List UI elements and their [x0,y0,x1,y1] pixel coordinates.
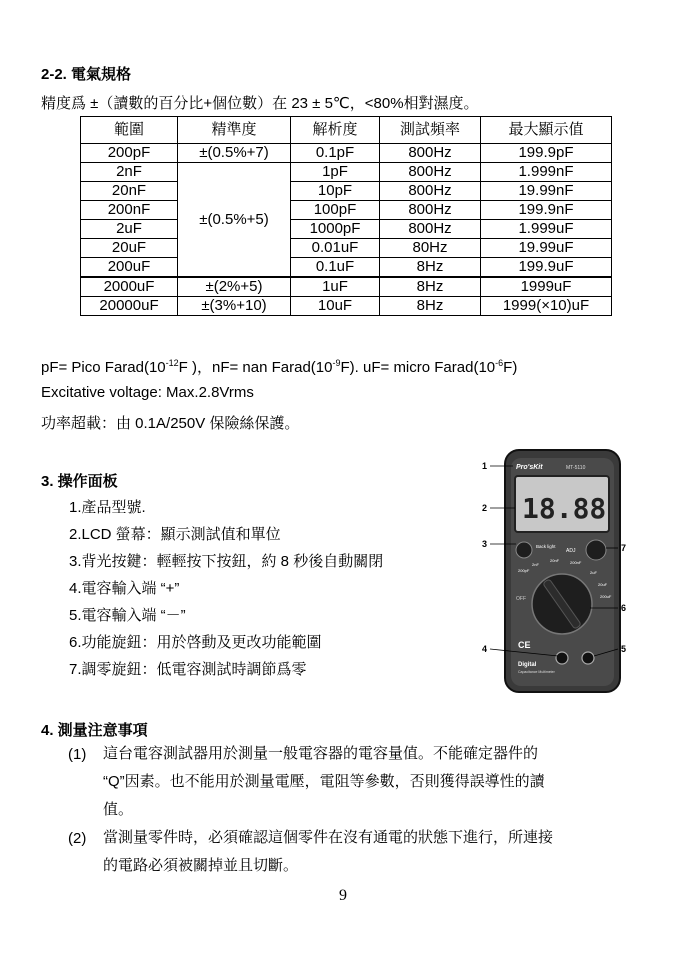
cell-range: 20nF [81,182,178,201]
cell-resolution: 1pF [291,163,380,182]
cell-max: 19.99uF [481,239,612,258]
meter-subtitle: Capacitance Multimeter [518,670,555,674]
back-light-button [516,542,532,558]
range-label: 200nF [570,560,582,565]
spec-table [80,116,612,316]
callout-7: 7 [621,543,627,553]
off-label: OFF [516,596,526,602]
table-row [81,182,612,201]
cell-max: 19.99nF [481,182,612,201]
cell-frequency: 800Hz [380,182,481,201]
cell-frequency: 80Hz [380,239,481,258]
range-label: 20uF [598,582,608,587]
cell-frequency: 8Hz [380,297,481,316]
callout-2: 2 [482,503,488,513]
precaution-number: (2) [68,830,87,847]
section-heading-electrical-specs: 2-2. 電氣規格 [41,66,132,83]
cell-resolution: 100pF [291,201,380,220]
range-label: 2nF [532,562,539,567]
back-light-label: Back light [536,544,556,549]
callout-1: 1 [482,461,488,471]
cell-accuracy: ±(3%+10) [178,297,291,316]
cell-accuracy: ±(2%+5) [178,277,291,297]
cell-range: 200pF [81,144,178,163]
cell-resolution: 0.1uF [291,258,380,278]
cell-resolution: 0.01uF [291,239,380,258]
callout-4: 4 [482,644,488,654]
precaution-number: (1) [68,746,87,763]
section-heading-operation-panel: 3. 操作面板 [41,473,118,490]
cell-accuracy-merged: ±(0.5%+5) [178,163,291,278]
meter-brand: Pro'sKit [516,464,543,471]
cell-range: 200nF [81,201,178,220]
cell-range: 20uF [81,239,178,258]
precaution-line: 的電路必須被關掉並且切斷。 [103,857,299,874]
callout-6: 6 [621,603,627,613]
table-row [81,144,612,163]
cell-max: 199.9nF [481,201,612,220]
cell-frequency: 800Hz [380,144,481,163]
cell-range: 200uF [81,258,178,278]
table-row [81,239,612,258]
input-terminal-minus [582,652,594,664]
cell-max: 199.9uF [481,258,612,278]
precaution-line: “Q”因素。也不能用於測量電壓，電阻等參數，否則獲得誤導性的讀 [103,773,545,790]
cell-frequency: 800Hz [380,163,481,182]
cell-frequency: 800Hz [380,201,481,220]
list-item: 1.產品型號. [69,499,146,516]
list-item: 6.功能旋鈕：用於啓動及更改功能範圍 [69,634,322,651]
list-item: 5.電容輸入端 “－” [69,607,186,624]
header-accuracy: 精準度 [178,117,291,144]
meter-digital-label: Digital [518,662,537,668]
precaution-line: 值。 [103,801,134,818]
range-label: 200uF [600,594,612,599]
cell-max: 1999uF [481,277,612,297]
list-item: 7.調零旋鈕：低電容測試時調節爲零 [69,661,307,678]
callout-3: 3 [482,539,488,549]
cell-frequency: 8Hz [380,258,481,278]
cell-range: 20000uF [81,297,178,316]
ce-mark: CE [518,640,531,650]
cell-max: 1999(×10)uF [481,297,612,316]
table-row [81,258,612,278]
cell-max: 1.999uF [481,220,612,239]
header-frequency: 測試頻率 [380,117,481,144]
table-row [81,220,612,239]
cell-range: 2000uF [81,277,178,297]
section-heading-precautions: 4. 測量注意事項 [41,722,148,739]
table-row [81,297,612,316]
cell-resolution: 10pF [291,182,380,201]
range-label: 2uF [590,570,597,575]
cell-resolution: 0.1pF [291,144,380,163]
capacitance-meter-illustration [478,444,638,704]
overload-protection: 功率超載：由 0.1A/250V 保險絲保護。 [41,415,300,432]
precaution-line: 當測量零件時，必須確認這個零件在沒有通電的狀態下進行，所連接 [103,829,554,846]
zero-adjust-knob [586,540,606,560]
table-row [81,201,612,220]
adj-label: ADJ [566,548,576,554]
callout-5: 5 [621,644,627,654]
precaution-item [103,740,663,824]
table-row [81,163,612,182]
list-item: 3.背光按鍵：輕輕按下按鈕，約 8 秒後自動關閉 [69,553,384,570]
cell-frequency: 8Hz [380,277,481,297]
header-max-display: 最大顯示值 [481,117,612,144]
list-item: 4.電容輸入端 “+” [69,580,180,597]
precaution-line: 這台電容測試器用於測量一般電容器的電容量值。不能確定器件的 [103,745,539,762]
cell-range: 2nF [81,163,178,182]
cell-frequency: 800Hz [380,220,481,239]
input-terminal-plus [556,652,568,664]
table-row [81,277,612,297]
header-resolution: 解析度 [291,117,380,144]
cell-resolution: 10uF [291,297,380,316]
cell-max: 199.9pF [481,144,612,163]
precaution-item [103,824,663,880]
cell-resolution: 1uF [291,277,380,297]
accuracy-note: 精度爲 ±（讀數的百分比+個位數）在 23 ± 5℃，<80%相對濕度。 [41,95,479,112]
cell-resolution: 1000pF [291,220,380,239]
page-number: 9 [339,887,347,904]
excitative-voltage: Excitative voltage: Max.2.8Vrms [41,384,254,401]
table-header-row [81,117,612,144]
cell-max: 1.999nF [481,163,612,182]
range-label: 20nF [550,558,560,563]
cell-range: 2uF [81,220,178,239]
cell-accuracy: ±(0.5%+7) [178,144,291,163]
range-label: 200pF [518,568,530,573]
meter-model: MT-5110 [566,465,586,471]
units-definition: pF= Pico $Farad(10^{-12}F$ )，nF= nan $Farad(10^{-9}F)$. uF= micro $Farad(10^{-6}F)$ [41,358,518,376]
header-range: 範圍 [81,117,178,144]
lcd-digits: 18.88 [522,492,607,525]
list-item: 2.LCD 螢幕：顯示測試值和單位 [69,526,281,543]
